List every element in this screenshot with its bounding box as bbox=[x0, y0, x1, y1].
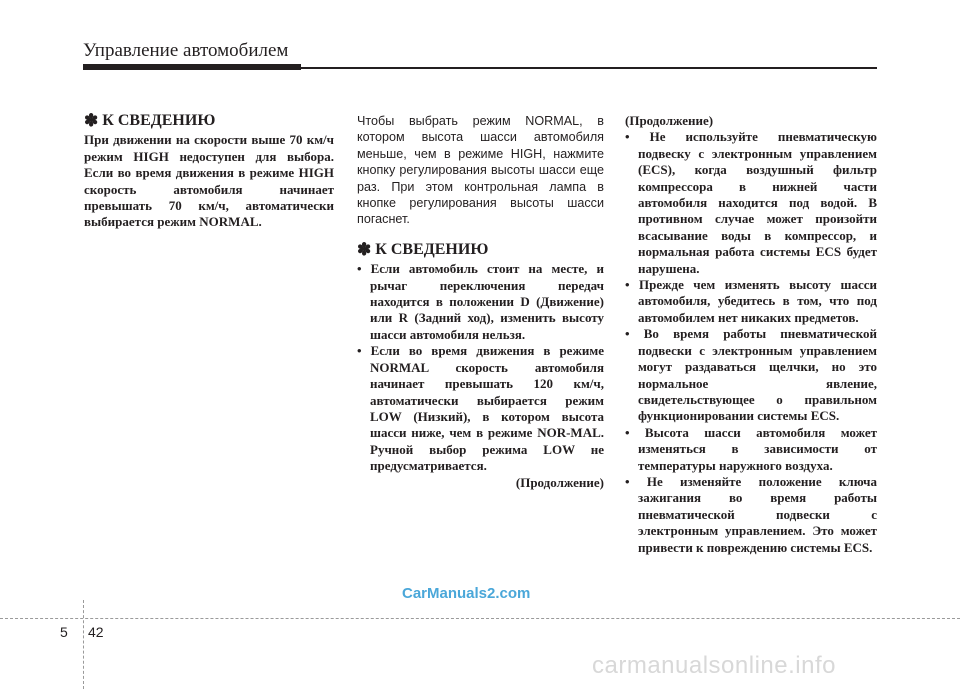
bullet-item: • Не используйте пневматическую подвеску с электронным управлением (ECS), когда воздушный фильтр компрессора в нижней части автомобиля находится под водой. В противном случае может произойти всасывание воды в компрессор, и нормальная работа системы ECS будет нарушена. bbox=[625, 129, 877, 276]
page-header-title: Управление автомобилем bbox=[83, 40, 289, 61]
footer-watermark: carmanualsonline.info bbox=[592, 652, 836, 679]
footer-vertical-divider bbox=[83, 600, 84, 689]
section-number: 5 bbox=[60, 624, 68, 640]
continued-label: (Продолжение) bbox=[625, 113, 714, 128]
notice-heading bbox=[357, 239, 604, 259]
bullet-item: • Прежде чем изменять высоту шасси автомобиля, убедитесь в том, что под автомобилем нет никаких предметов. bbox=[625, 277, 877, 325]
footer-divider bbox=[0, 618, 960, 619]
notice-title: К СВЕДЕНИЮ bbox=[375, 240, 489, 258]
star-icon: ✽ bbox=[357, 239, 372, 259]
column-1 bbox=[84, 113, 334, 231]
notice-title: К СВЕДЕНИЮ bbox=[102, 112, 216, 129]
body-paragraph: Чтобы выбрать режим NORMAL, в котором высота шасси автомобиля меньше, чем в режиме HIGH, нажмите кнопку регулирования высоты шасси еще раз. При этом контрольная лампа в кнопке регулирования высоты шасси погаснет. bbox=[357, 114, 604, 227]
bullet-item: • Если автомобиль стоит на месте, и рычаг переключения передач находится в положении D (Движение) или R (Задний ход), изменить высоту шасси автомобиля нельзя. bbox=[357, 261, 604, 342]
page-number: 42 bbox=[88, 624, 104, 640]
watermark-link[interactable]: CarManuals2.com bbox=[402, 585, 531, 602]
bullet-item: • Высота шасси автомобиля может изменяться в зависимости от температуры наружного воздуха. bbox=[625, 424, 877, 473]
notice-heading bbox=[84, 113, 334, 129]
bullet-item: • Во время работы пневматической подвески с электронным управлением могут раздаваться щелчки, но это нормальное явление, свидетельствующее о правильном функционировании системы ECS. bbox=[625, 326, 877, 424]
bullet-item: • Если во время движения в режиме NORMAL скорость автомобиля начинает превышать 120 км/ч, автоматически выбирается режим LOW (Низкий), в котором высота шасси ниже, чем в режиме NOR-MAL. Ручной выбор режима LOW не предусматривается. bbox=[357, 343, 604, 474]
notice-text: При движении на скорости выше 70 км/ч режим HIGH недоступен для выбора. Если во время движения в режиме HIGH скорость автомобиля начинает превышать 70 км/ч, автоматически выбирается режим NORMAL. bbox=[84, 132, 334, 230]
header-rule-thin bbox=[301, 67, 877, 69]
column-2 bbox=[357, 113, 604, 491]
column-3 bbox=[625, 113, 877, 556]
star-icon: ✽ bbox=[84, 111, 99, 130]
bullet-item: • Не изменяйте положение ключа зажигания во время работы пневматической подвески с электронным управлением. Это может привести к повреждению системы ECS. bbox=[625, 473, 877, 555]
header-rule-thick bbox=[83, 64, 301, 70]
continued-label: (Продолжение) bbox=[515, 474, 604, 490]
